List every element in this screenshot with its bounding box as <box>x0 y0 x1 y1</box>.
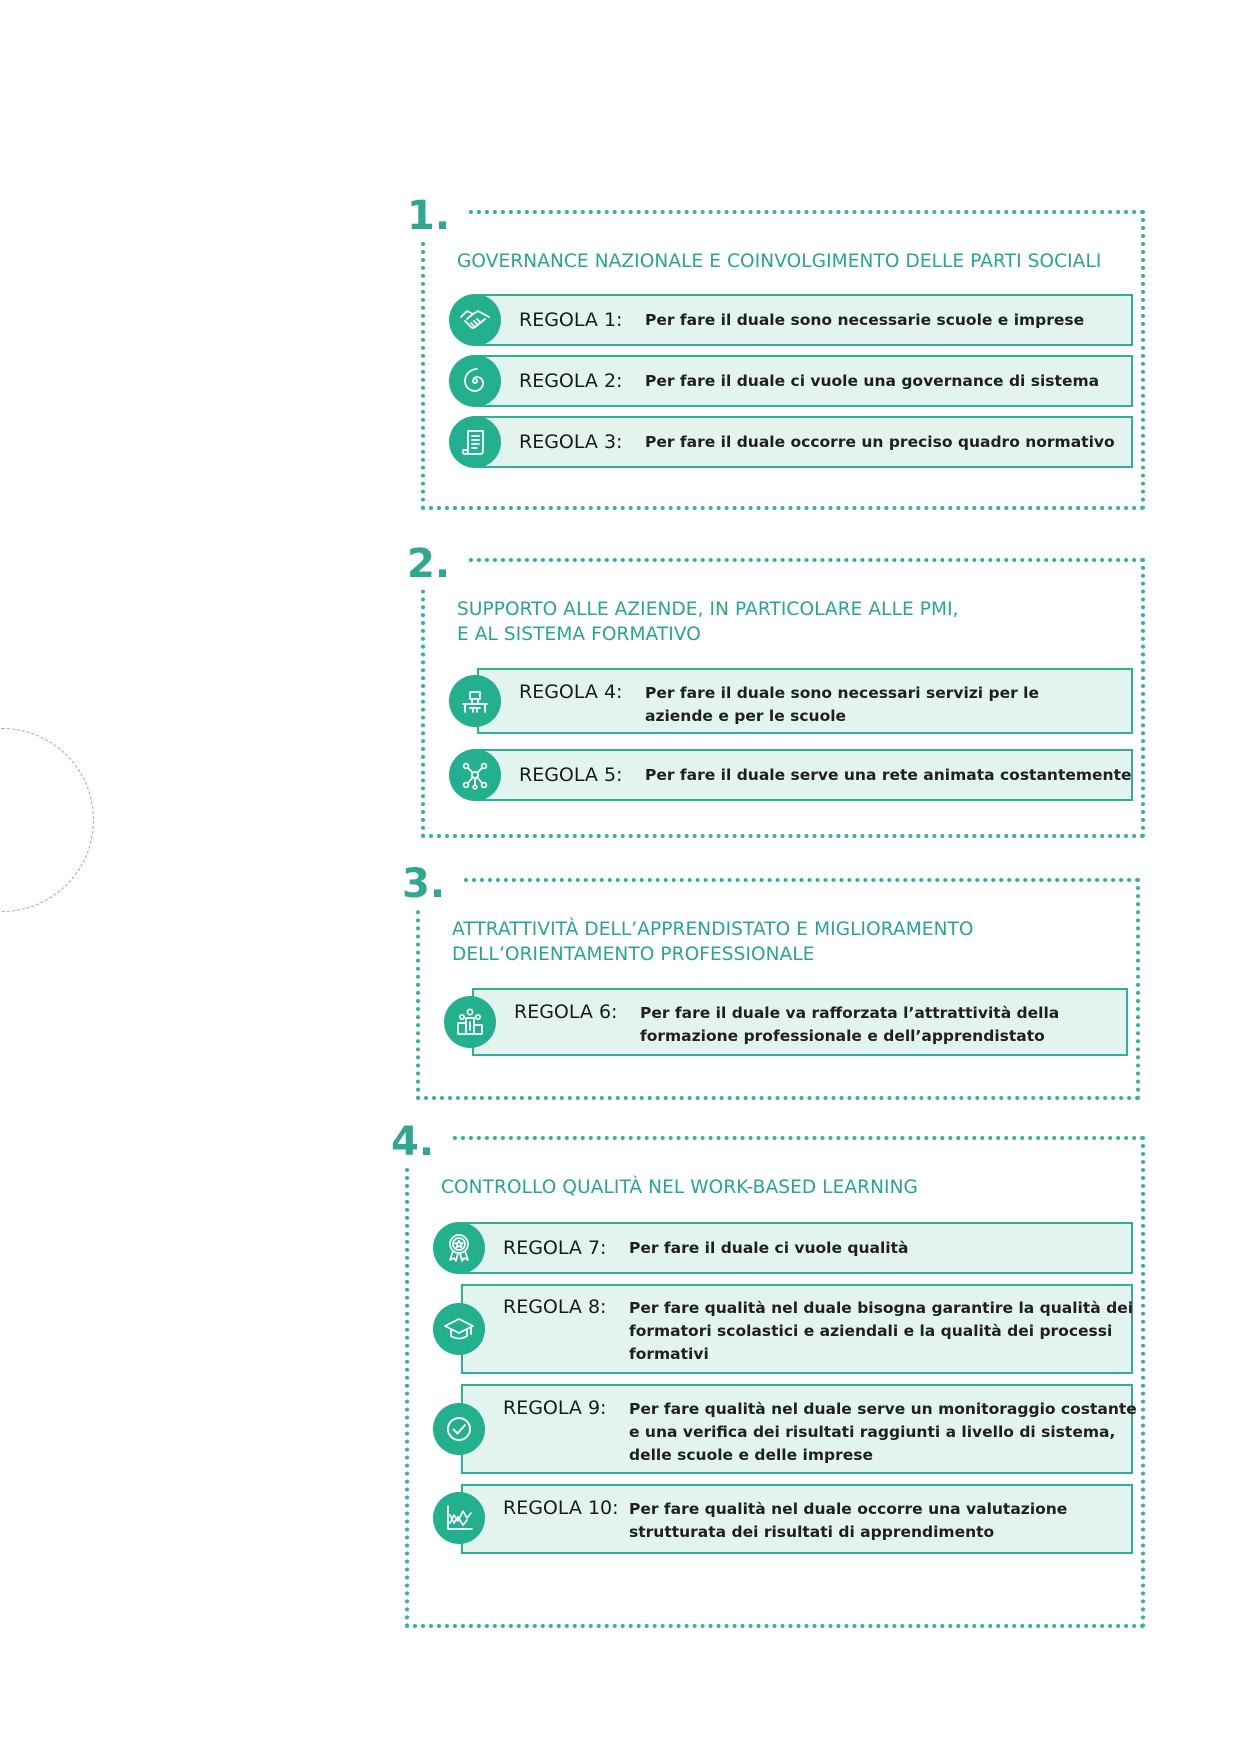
section-heading: CONTROLLO QUALITÀ NEL WORK-BASED LEARNING <box>441 1177 918 1198</box>
rule-label: REGOLA 5: <box>519 764 623 786</box>
graduation-cap-icon <box>433 1303 485 1355</box>
desk-chair-icon <box>449 675 501 727</box>
section-heading: ATTRATTIVITÀ DELL’APPRENDISTATO E MIGLIORAMENTO DELL’ORIENTAMENTO PROFESSIONALE <box>452 919 974 965</box>
rule-text: Per fare qualità nel duale occorre una valutazione strutturata dei risultati di apprendimento <box>629 1500 1068 1541</box>
rule-label: REGOLA 8: <box>503 1296 607 1318</box>
rule-label: REGOLA 7: <box>503 1237 607 1259</box>
section-heading: SUPPORTO ALLE AZIENDE, IN PARTICOLARE ALLE PMI, E AL SISTEMA FORMATIVO <box>457 599 959 645</box>
handshake-icon <box>449 294 501 346</box>
rule-label: REGOLA 4: <box>519 681 623 703</box>
section-number: 3. <box>400 860 464 910</box>
spiral-icon <box>449 355 501 407</box>
rule-label: REGOLA 6: <box>514 1001 618 1023</box>
rule-label: REGOLA 2: <box>519 370 623 392</box>
rule-text: Per fare il duale sono necessarie scuole e imprese <box>645 311 1085 329</box>
rule-text: Per fare qualità nel duale serve un monitoraggio costante e una verifica dei risultati raggiunti a livello di sistema, delle scuole e delle imprese <box>629 1400 1137 1464</box>
section-frame <box>405 1136 1145 1628</box>
rule-label: REGOLA 10: <box>503 1497 619 1519</box>
network-icon <box>449 749 501 801</box>
rule-text: Per fare il duale occorre un preciso quadro normativo <box>645 433 1115 451</box>
people-podium-icon <box>444 996 496 1048</box>
decorative-dashed-circle <box>0 728 94 912</box>
rule-text: Per fare il duale ci vuole qualità <box>629 1239 909 1257</box>
award-badge-icon <box>433 1222 485 1274</box>
section-number: 1. <box>405 192 469 242</box>
scroll-document-icon <box>449 416 501 468</box>
section-1 <box>405 192 1145 510</box>
rule-text: Per fare il duale ci vuole una governance di sistema <box>645 372 1100 390</box>
section-4 <box>389 1118 1145 1628</box>
rule-label: REGOLA 1: <box>519 309 623 331</box>
rule-text: Per fare il duale va rafforzata l’attrattività della formazione professionale e dell’apprendistato <box>640 1004 1060 1045</box>
line-chart-icon <box>433 1492 485 1544</box>
section-number: 2. <box>405 540 469 590</box>
rule-label: REGOLA 9: <box>503 1397 607 1419</box>
rule-text: Per fare il duale sono necessari servizi per le aziende e per le scuole <box>645 684 1039 725</box>
check-circle-icon <box>433 1403 485 1455</box>
rule-text: Per fare il duale serve una rete animata costantemente <box>645 766 1132 784</box>
section-2 <box>405 540 1145 840</box>
rule-text: Per fare qualità nel duale bisogna garantire la qualità dei formatori scolastici e aziendali e la qualità dei processi formativi <box>629 1299 1134 1363</box>
rule-label: REGOLA 3: <box>519 431 623 453</box>
section-heading: GOVERNANCE NAZIONALE E COINVOLGIMENTO DELLE PARTI SOCIALI <box>457 251 1102 272</box>
section-number: 4. <box>389 1118 453 1168</box>
section-3 <box>400 860 1140 1100</box>
